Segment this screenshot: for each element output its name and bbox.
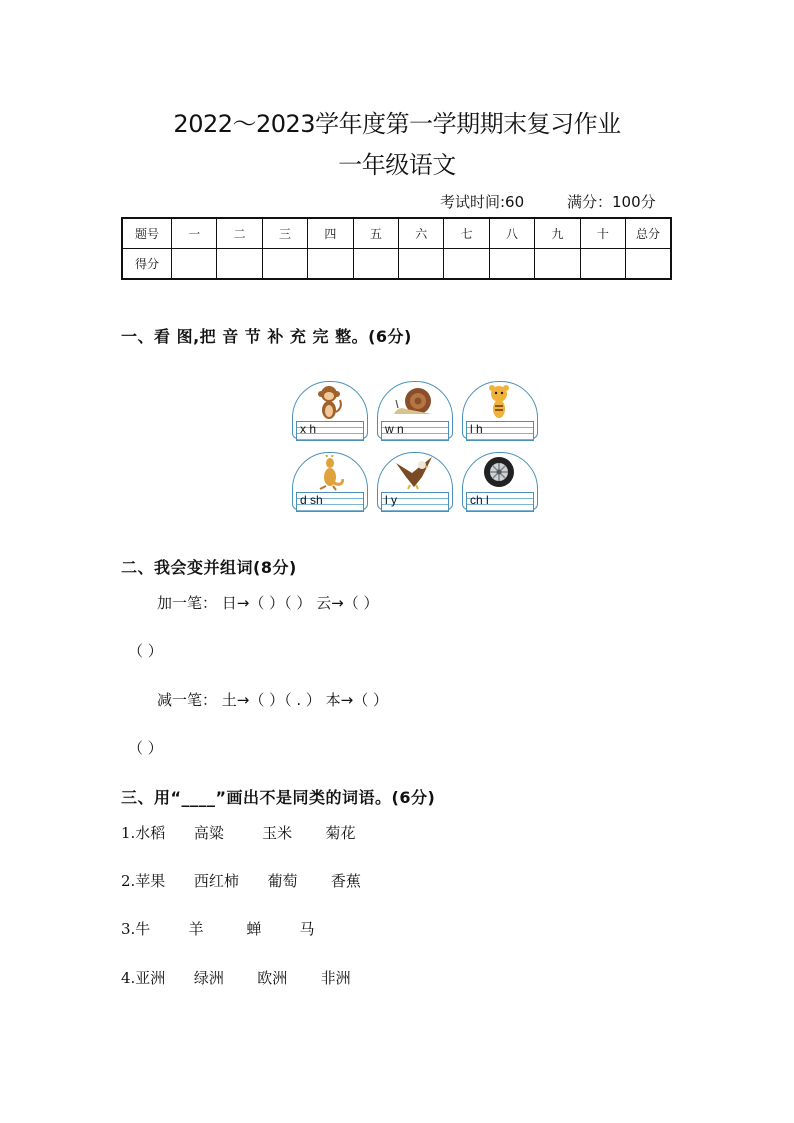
pic-card-snail — [375, 381, 453, 445]
word-group-item: 4.亚洲 绿洲 欧洲 非洲 — [121, 969, 351, 987]
score-label: 得分 — [122, 249, 172, 280]
pic-card-monkey — [290, 381, 368, 445]
add-stroke-line-wrap: （ ） — [128, 642, 163, 660]
pic-pinyin: w n — [385, 422, 404, 436]
score-entry[interactable] — [217, 249, 262, 280]
score-cell: 七 — [444, 218, 489, 249]
document-title: 2022～2023学年度第一学期期末复习作业 — [173, 110, 621, 138]
pic-pinyin: ch l — [470, 493, 489, 507]
score-cell: 十 — [580, 218, 625, 249]
word-group-item: 1.水稻 高粱 玉米 菊花 — [121, 824, 356, 842]
pic-card-eagle — [375, 452, 453, 516]
word-group-item: 2.苹果 西红柿 葡萄 香蕉 — [121, 872, 361, 890]
exam-time: 考试时间:60 — [440, 193, 525, 211]
tiger-icon — [484, 384, 514, 420]
eagle-icon — [392, 455, 436, 491]
score-cell: 总分 — [626, 218, 671, 249]
score-entry[interactable] — [489, 249, 534, 280]
word-group-item: 3.牛 羊 蝉 马 — [121, 920, 315, 938]
score-cell: 题号 — [122, 218, 172, 249]
monkey-icon — [314, 384, 344, 420]
score-cell: 八 — [489, 218, 534, 249]
score-entry[interactable] — [580, 249, 625, 280]
section-2-title: 二、我会变并组词(8分) — [121, 558, 297, 577]
score-entry[interactable] — [535, 249, 580, 280]
score-cell: 五 — [353, 218, 398, 249]
score-entry[interactable] — [172, 249, 217, 280]
full-score: 满分：100分 — [567, 193, 656, 211]
add-stroke-line: 加一笔： 日→（ ）（ ） 云→（ ） — [157, 594, 379, 612]
score-cell: 二 — [217, 218, 262, 249]
score-entry[interactable] — [262, 249, 307, 280]
score-table-score-row — [122, 249, 671, 280]
snail-icon — [392, 384, 436, 420]
score-cell: 四 — [308, 218, 353, 249]
score-entry[interactable] — [399, 249, 444, 280]
wheel-icon — [482, 455, 516, 491]
pic-pinyin: l y — [385, 493, 397, 507]
pic-card-wheel — [460, 452, 538, 516]
pic-pinyin: d sh — [300, 493, 323, 507]
document-subtitle: 一年级语文 — [338, 151, 456, 179]
score-entry[interactable] — [308, 249, 353, 280]
pic-pinyin: x h — [300, 422, 317, 436]
section-1-title: 一、看 图,把 音 节 补 充 完 整。(6分) — [121, 327, 412, 346]
sub-stroke-line-wrap: （ ） — [128, 739, 163, 757]
pic-card-kangaroo — [290, 452, 368, 516]
score-table-header-row — [122, 218, 671, 249]
pic-card-tiger — [460, 381, 538, 445]
pic-pinyin: l h — [470, 422, 483, 436]
kangaroo-icon — [314, 455, 344, 491]
sub-stroke-line: 减一笔： 土→（ ）（ . ） 本→（ ） — [157, 691, 389, 709]
score-entry[interactable] — [626, 249, 671, 280]
score-entry[interactable] — [444, 249, 489, 280]
section-3-title: 三、用“____”画出不是同类的词语。(6分) — [121, 788, 436, 807]
score-cell: 三 — [262, 218, 307, 249]
score-cell: 一 — [172, 218, 217, 249]
score-cell: 六 — [399, 218, 444, 249]
score-entry[interactable] — [353, 249, 398, 280]
score-table — [121, 217, 672, 280]
score-cell: 九 — [535, 218, 580, 249]
